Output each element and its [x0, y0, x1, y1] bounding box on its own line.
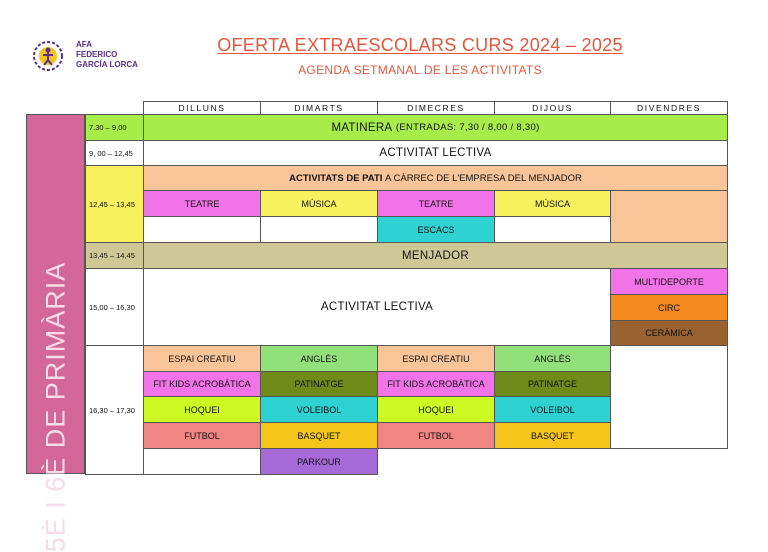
late-dijous-voleibol: VOLEIBOL — [494, 396, 611, 423]
lectiva-afternoon-cell: ACTIVITAT LECTIVA — [143, 268, 611, 346]
time-slot-6: 16,30 – 17,30 — [85, 345, 144, 475]
pati-divendres-empty — [610, 190, 728, 243]
late-dimecres-fit-kids: FIT KIDS ACROBÀTICA — [377, 371, 495, 397]
afa-logo-emblem — [32, 40, 64, 72]
page-subtitle: AGENDA SETMANAL DE LES ACTIVITATS — [298, 63, 542, 77]
matinera-cell — [143, 114, 728, 141]
late-dimecres-futbol: FUTBOL — [377, 422, 495, 449]
time-slot-1: 7.30 – 9,00 — [85, 114, 144, 141]
late-dilluns-fit-kids: FIT KIDS ACROBÀTICA — [143, 371, 261, 397]
friday-circ: CIRC — [610, 294, 728, 321]
pati-teatre-dimecres: TEATRE — [377, 190, 495, 217]
friday-ceramica: CERÀMICA — [610, 320, 728, 346]
grade-label: 5È I 6È DE PRIMÀRIA — [40, 261, 71, 552]
pati-musica-dijous: MÚSICA — [494, 190, 611, 217]
late-dijous-angles: ANGLÈS — [494, 345, 611, 372]
day-header-divendres: DIVENDRES — [610, 101, 728, 114]
pati-header-cell — [143, 165, 728, 191]
late-dilluns-empty — [143, 448, 261, 475]
late-dimarts-patinatge: PATINATGE — [260, 371, 378, 397]
page-title: OFERTA EXTRAESCOLARS CURS 2024 – 2025 — [217, 35, 623, 55]
time-slot-2: 9, 00 – 12,45 — [85, 140, 144, 166]
late-dimarts-voleibol: VOLEIBOL — [260, 396, 378, 423]
logo-line-federico: FEDERICO — [76, 50, 118, 59]
menjador-cell: MENJADOR — [143, 242, 728, 269]
late-dilluns-hoquei: HOQUEI — [143, 396, 261, 423]
matinera-note: (ENTRADAS: 7,30 / 8,00 / 8,30) — [395, 122, 540, 133]
logo-line-afa: AFA — [76, 40, 92, 49]
late-dimecres-hoquei: HOQUEI — [377, 396, 495, 423]
pati-dimarts-empty — [260, 216, 378, 243]
afa-logo-text — [76, 40, 138, 70]
day-header-dijous: DIJOUS — [494, 101, 611, 114]
time-slot-5: 15,00 – 16,30 — [85, 268, 144, 346]
late-dimarts-angles: ANGLÈS — [260, 345, 378, 372]
late-dimecres-espai-creatiu: ESPAI CREATIU — [377, 345, 495, 372]
pati-header-bold: ACTIVITATS DE PATI — [289, 172, 383, 184]
pati-dilluns-empty — [143, 216, 261, 243]
pati-dijous-empty — [494, 216, 611, 243]
late-dijous-basquet: BASQUET — [494, 422, 611, 449]
day-header-dimarts: DIMARTS — [260, 101, 378, 114]
logo-line-garcia-lorca: GARCÍA LORCA — [76, 60, 138, 69]
lectiva-morning-cell: ACTIVITAT LECTIVA — [143, 140, 728, 166]
day-header-dimecres: DIMECRES — [377, 101, 495, 114]
matinera-label: MATINERA — [331, 121, 393, 134]
time-slot-4: 13,45 – 14,45 — [85, 242, 144, 269]
late-dilluns-espai-creatiu: ESPAI CREATIU — [143, 345, 261, 372]
pati-header-rest: A CÀRREC DE L'EMPRESA DEL MENJADOR — [385, 172, 582, 184]
late-dimarts-basquet: BASQUET — [260, 422, 378, 449]
late-dimarts-parkour: PARKOUR — [260, 448, 378, 475]
pati-musica-dimarts: MÚSICA — [260, 190, 378, 217]
late-dilluns-futbol: FUTBOL — [143, 422, 261, 449]
day-header-dilluns: DILLUNS — [143, 101, 261, 114]
pati-escacs-dimecres: ESCACS — [377, 216, 495, 243]
late-dijous-patinatge: PATINATGE — [494, 371, 611, 397]
late-divendres-empty — [610, 345, 728, 449]
pati-teatre-dilluns: TEATRE — [143, 190, 261, 217]
friday-multideporte: MULTIDEPORTE — [610, 268, 728, 295]
grade-side-panel — [26, 114, 85, 552]
time-slot-3: 12,45 – 13,45 — [85, 165, 144, 243]
